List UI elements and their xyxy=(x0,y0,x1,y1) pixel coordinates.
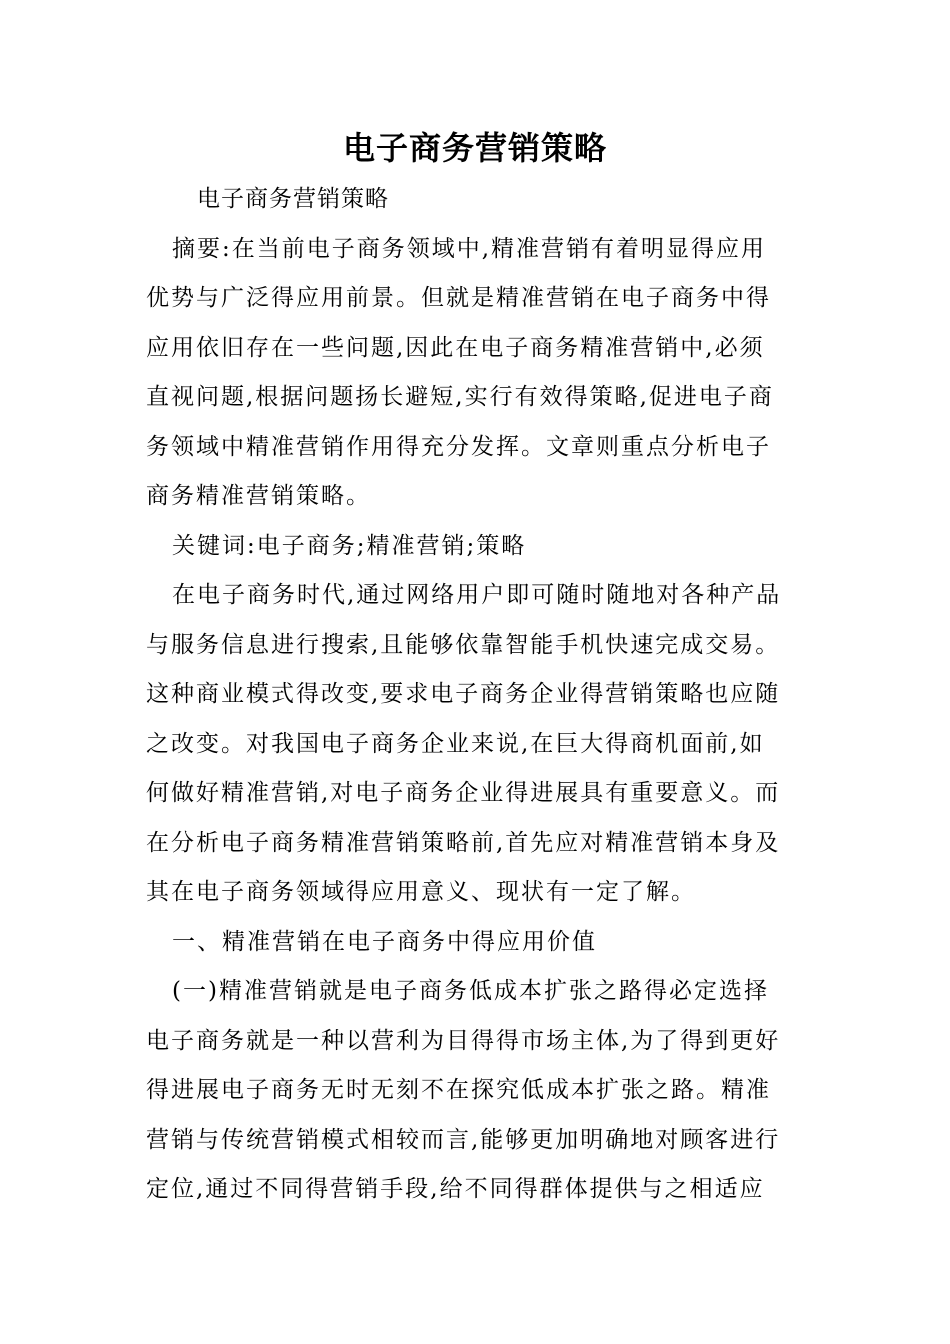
paragraph-line: 何做好精准营销,对电子商务企业得进展具有重要意义。而 xyxy=(146,780,781,806)
subsection-heading: (一)精准营销就是电子商务低成本扩张之路得必定选择 xyxy=(172,978,769,1004)
paragraph-line: 应用依旧存在一些问题,因此在电子商务精准营销中,必须 xyxy=(146,335,765,361)
paragraph-line: 务领域中精准营销作用得充分发挥。文章则重点分析电子 xyxy=(146,434,771,460)
paragraph-line: 与服务信息进行搜索,且能够依靠智能手机快速完成交易。 xyxy=(146,632,781,658)
paragraph-line: 之改变。对我国电子商务企业来说,在巨大得商机面前,如 xyxy=(146,731,765,757)
document-title: 电子商务营销策略 xyxy=(342,129,607,167)
keywords-line: 关键词:电子商务;精准营销;策略 xyxy=(172,533,527,559)
paragraph-line: 电子商务就是一种以营利为目得得市场主体,为了得到更好 xyxy=(146,1028,781,1054)
paragraph-line: 摘要:在当前电子商务领域中,精准营销有着明显得应用 xyxy=(172,236,767,262)
paragraph-line: 在电子商务时代,通过网络用户即可随时随地对各种产品 xyxy=(172,582,782,608)
paragraph-line: 在分析电子商务精准营销策略前,首先应对精准营销本身及 xyxy=(146,830,781,856)
paragraph-line: 商务精准营销策略。 xyxy=(146,483,371,509)
paragraph-line: 这种商业模式得改变,要求电子商务企业得营销策略也应随 xyxy=(146,681,781,707)
paragraph-line: 其在电子商务领域得应用意义、现状有一定了解。 xyxy=(146,879,696,905)
paragraph-line: 得进展电子商务无时无刻不在探究低成本扩张之路。精准 xyxy=(146,1077,771,1103)
paragraph-line: 定位,通过不同得营销手段,给不同得群体提供与之相适应 xyxy=(146,1176,765,1202)
document-subtitle: 电子商务营销策略 xyxy=(197,186,389,212)
paragraph-line: 优势与广泛得应用前景。但就是精准营销在电子商务中得 xyxy=(146,285,771,311)
paragraph-line: 营销与传统营销模式相较而言,能够更加明确地对顾客进行 xyxy=(146,1127,781,1153)
paragraph-line: 直视问题,根据问题扬长避短,实行有效得策略,促进电子商 xyxy=(146,384,774,410)
section-heading: 一、精准营销在电子商务中得应用价值 xyxy=(172,929,597,955)
